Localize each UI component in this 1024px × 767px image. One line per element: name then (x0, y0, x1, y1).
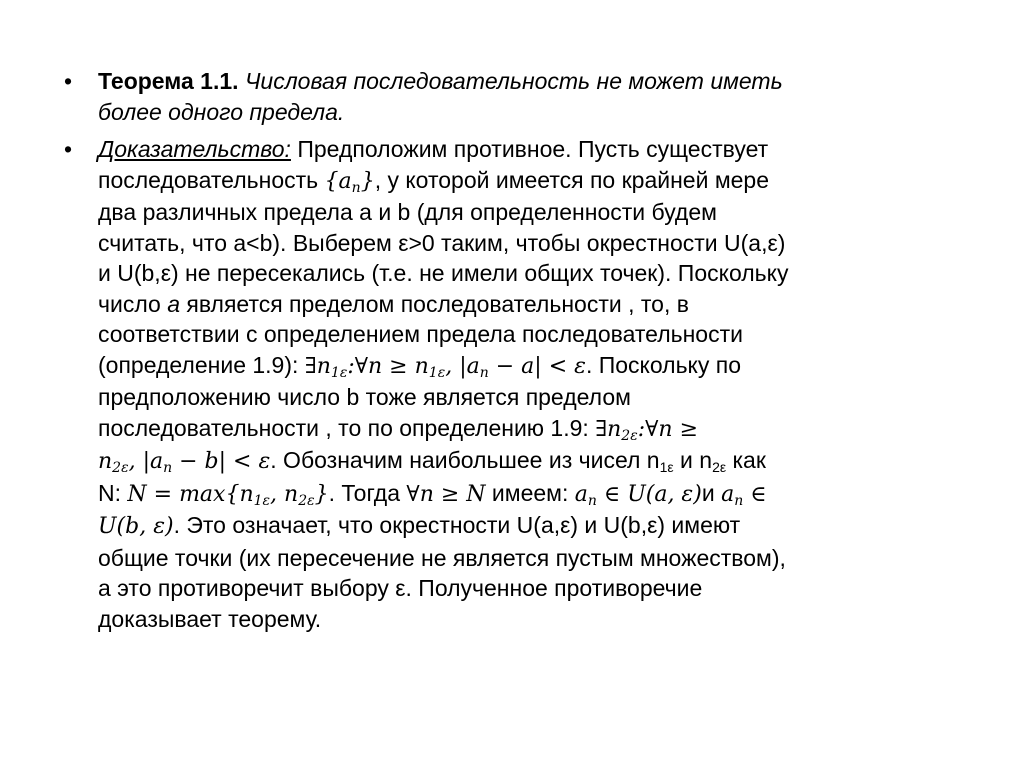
proof-line: предположению число b тоже является пределом (98, 384, 631, 410)
proof-line: и U(b,ε) не пересекались (т.е. не имели общих точек). Поскольку (98, 260, 789, 286)
theorem-line: более одного предела. (98, 98, 345, 125)
proof-line: соответствии с определением предела последовательности (98, 321, 743, 347)
math: a (167, 290, 180, 317)
proof-text-run: , у которой имеется по крайней мере (374, 166, 770, 193)
theorem-line (98, 66, 978, 97)
theorem-text (98, 66, 978, 127)
theorem-statement: Числовая последовательность не может иметь (244, 68, 783, 94)
bullet: • (64, 136, 73, 162)
bullet: • (64, 68, 73, 94)
proof-line: U(b, ε). Это означает, что окрестности U(a,ε) и U(b,ε) имеют (98, 512, 741, 539)
proof-line: а это противоречит выбору ε. Полученное противоречие (98, 575, 703, 601)
proof-line: последовательности , то по определению 1.9: $\exists n_{2\varepsilon}:\forall n$ ≥ (98, 414, 699, 444)
proof-line: число a является пределом последовательности , то, в (98, 290, 689, 317)
math: $N = \max\{n_{1\varepsilon}$, $n_{2\varepsilon}$} (127, 481, 329, 509)
math: $a_n$ ∈ U(a, ε) (574, 481, 702, 509)
proof-line: N: $N = \max\{n_{1\varepsilon}$, $n_{2\varepsilon}$}. Тогда ∀n ≥ N имеем: $a_n$ ∈ U(a, ε)и $a_n$ ∈ (98, 479, 767, 509)
theorem-title: Теорема 1.1. (98, 68, 239, 94)
math: $a_n$ ∈ (721, 481, 767, 509)
proof-line: $n_{2\varepsilon}$, $|a_n - b| < \varepsilon$. Обозначим наибольшее из чисел $n_{1\varepsilon}$ и $n_{2\varepsilon}$ как (98, 447, 766, 476)
proof-line (98, 165, 978, 198)
math: $n_{2\varepsilon}$, $|a_n - b| < \varepsilon$ (98, 449, 271, 476)
math: U(b, ε) (98, 514, 174, 539)
proof-line: общие точки (их пересечение не является пустым множеством), (98, 544, 786, 571)
math: ∀n ≥ N (406, 481, 486, 507)
slide-content (64, 66, 978, 641)
proof-label: Доказательство: (98, 136, 291, 162)
proof-item (64, 134, 978, 634)
proof-text-run: Предположим противное. Пусть существует (297, 136, 769, 162)
proof-line: доказывает теорему. (98, 605, 322, 632)
math: $\exists n_{2\varepsilon}:\forall n$ ≥ (595, 416, 699, 444)
proof-line: два различных предела a и b (для определенности будем (98, 199, 717, 225)
math: $\{a_n\}$ (324, 168, 375, 196)
theorem-item (64, 66, 978, 127)
proof-text (98, 134, 978, 634)
math: $\exists n_{1\varepsilon}:\forall n \ge n_{1\varepsilon}$, $|a_n - a| < \varepsilon$ (304, 353, 586, 381)
proof-text-run: последовательность (98, 166, 325, 193)
proof-line: считать, что a<b). Выберем ε>0 таким, чтобы окрестности U(a,ε) (98, 229, 786, 256)
proof-line (98, 134, 978, 165)
proof-line: (определение 1.9): $\exists n_{1\varepsilon}:\forall n \ge n_{1\varepsilon}$, $|a_n - a| < \varepsilon$. Поскольку по (98, 351, 742, 381)
